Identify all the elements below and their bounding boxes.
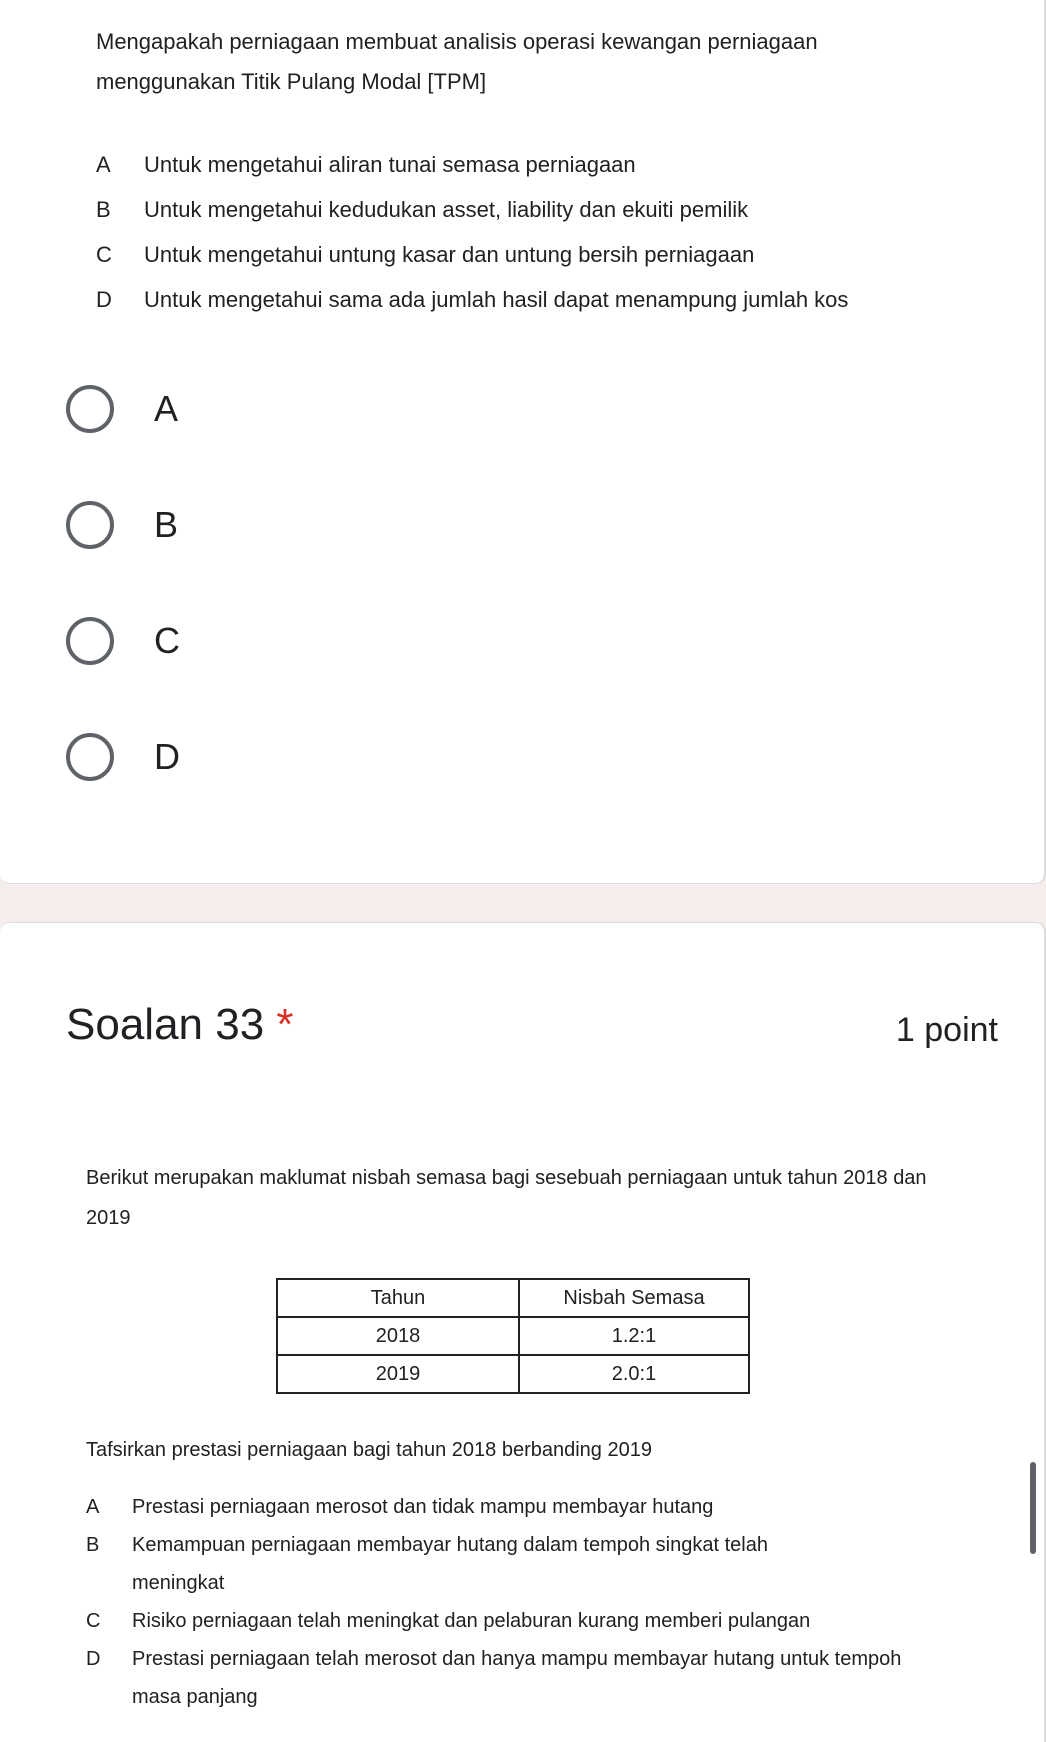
radio-label[interactable]: A [154,388,179,429]
radio-label[interactable]: D [154,736,180,777]
radio-choice-a[interactable] [66,381,178,437]
question-title [66,995,294,1055]
scrollbar-thumb[interactable] [1030,1462,1036,1554]
question-image-option-a [86,1488,926,1526]
option-letter: A [96,152,111,177]
required-asterisk: * [276,1000,294,1049]
question-image-option-b [86,1526,926,1602]
question-title-text: Soalan 33 [66,1000,265,1049]
question-image-option-b [96,195,748,225]
table-cell: 2.0:1 [519,1355,749,1393]
option-letter: D [86,1648,101,1670]
option-letter: A [86,1496,100,1518]
option-text: Untuk mengetahui untung kasar dan untung bersih perniagaan [144,242,755,267]
option-text: Untuk mengetahui kedudukan asset, liability dan ekuiti pemilik [144,197,749,222]
radio-label[interactable]: C [154,620,180,661]
table-cell: 1.2:1 [519,1317,749,1355]
option-text: Prestasi perniagaan telah merosot dan hanya mampu membayar hutang untuk tempoh masa panjang [132,1648,902,1708]
option-letter: C [96,242,112,267]
ratio-table [276,1278,750,1394]
question-points: 1 point [895,1011,998,1049]
question-image-stem: Mengapakah perniagaan membuat analisis operasi kewangan perniagaan menggunakan Titik Pulang Modal [TPM] [96,29,818,94]
table-cell: 2019 [277,1355,519,1393]
radio-button[interactable] [66,733,114,781]
question-image-stem: Berikut merupakan maklumat nisbah semasa bagi sesebuah perniagaan untuk tahun 2018 dan 2019 [86,1167,927,1229]
option-text: Untuk mengetahui sama ada jumlah hasil dapat menampung jumlah kos [144,287,849,312]
radio-button[interactable] [66,501,114,549]
table-row [277,1317,749,1355]
table-row [277,1355,749,1393]
option-text: Prestasi perniagaan merosot dan tidak mampu membayar hutang [132,1496,714,1518]
option-letter: C [86,1610,101,1632]
radio-button[interactable] [66,617,114,665]
radio-choice-c[interactable] [66,613,180,669]
question-image-option-d [96,285,848,315]
radio-choice-d[interactable] [66,729,180,785]
option-text: Untuk mengetahui aliran tunai semasa perniagaan [144,152,636,177]
radio-button[interactable] [66,385,114,433]
table-header-cell: Tahun [277,1279,519,1317]
question-image-option-c [86,1602,926,1640]
table-header-row [277,1279,749,1317]
table-cell: 2018 [277,1317,519,1355]
option-letter: D [96,287,112,312]
option-text: Kemampuan perniagaan membayar hutang dalam tempoh singkat telah meningkat [132,1534,768,1594]
question-image-option-c [96,240,754,270]
option-letter: B [86,1534,100,1556]
table-header-cell: Nisbah Semasa [519,1279,749,1317]
radio-choice-b[interactable] [66,497,178,553]
question-image-option-d [86,1640,926,1716]
option-text: Risiko perniagaan telah meningkat dan pelaburan kurang memberi pulangan [132,1610,811,1632]
radio-label[interactable]: B [154,504,179,545]
question-image-prompt: Tafsirkan prestasi perniagaan bagi tahun 2018 berbanding 2019 [86,1439,652,1461]
question-image-option-a [96,150,636,180]
option-letter: B [96,197,111,222]
